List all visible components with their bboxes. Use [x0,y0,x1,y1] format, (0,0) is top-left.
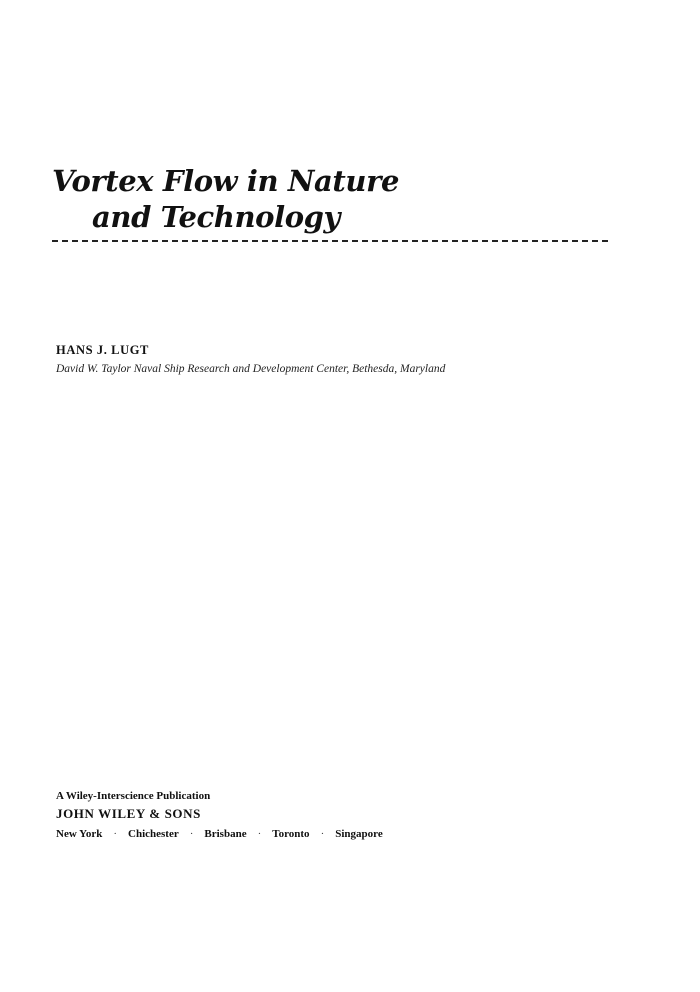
city-item: New York [56,828,103,840]
title-line-1: Vortex Flow in Nature [52,164,400,198]
publisher-cities [56,826,616,842]
city-item: Chichester [128,828,179,840]
title-line-2: and Technology [92,200,341,234]
publisher-name: JOHN WILEY & SONS [56,806,201,821]
title-dashed-rule [52,240,608,242]
city-separator: · [113,828,118,840]
author-name: HANS J. LUGT [56,343,149,357]
book-title [52,163,612,235]
author-affiliation: David W. Taylor Naval Ship Research and Development Center, Bethesda, Maryland [56,363,446,375]
publisher-imprint [56,788,616,842]
city-item: Singapore [335,828,383,840]
city-item: Toronto [272,828,310,840]
city-item: Brisbane [204,828,247,840]
city-separator: · [257,828,262,840]
city-separator: · [189,828,194,840]
publication-series: A Wiley-Interscience Publication [56,790,211,802]
city-separator: · [320,828,325,840]
